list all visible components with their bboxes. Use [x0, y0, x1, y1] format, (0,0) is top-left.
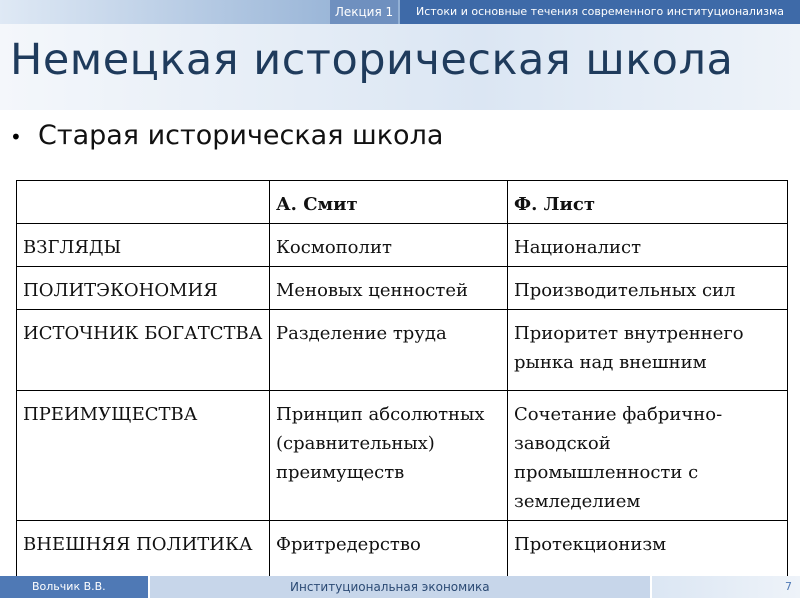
- table-header-row: [17, 181, 788, 224]
- row-label: ИСТОЧНИК БОГАТСТВА: [17, 310, 270, 391]
- footer-author: Вольчик В.В.: [0, 576, 148, 598]
- table-cell: Разделение труда: [270, 310, 508, 391]
- table-row: [17, 224, 788, 267]
- table-header-cell: Ф. Лист: [508, 181, 788, 224]
- table-row: [17, 310, 788, 391]
- table-row: [17, 391, 788, 521]
- table-cell: Сочетание фабрично-заводской промышленности с земледелием: [508, 391, 788, 521]
- table-cell: Фритредерство: [270, 521, 508, 583]
- table-cell: Космополит: [270, 224, 508, 267]
- table-cell: Националист: [508, 224, 788, 267]
- page-number: 7: [785, 580, 792, 593]
- table-cell: Протекционизм: [508, 521, 788, 583]
- row-label: ПРЕИМУЩЕСТВА: [17, 391, 270, 521]
- table-cell: Приоритет внутреннего рынка над внешним: [508, 310, 788, 391]
- table-cell: Принцип абсолютных (сравнительных) преимуществ: [270, 391, 508, 521]
- table-row: [17, 521, 788, 583]
- top-header-bar: [0, 0, 800, 24]
- slide-subtitle: Старая историческая школа: [38, 120, 444, 151]
- row-label: ПОЛИТЭКОНОМИЯ: [17, 267, 270, 310]
- comparison-table: [16, 180, 788, 583]
- footer-bar: [0, 576, 800, 600]
- table-cell: Производительных сил: [508, 267, 788, 310]
- table-header-cell: А. Смит: [270, 181, 508, 224]
- footer-course: Институциональная экономика: [150, 576, 650, 598]
- lecture-topic: Истоки и основные течения современного институционализма: [400, 0, 800, 24]
- table-header-cell: [17, 181, 270, 224]
- row-label: ВНЕШНЯЯ ПОЛИТИКА: [17, 521, 270, 583]
- table-cell: Меновых ценностей: [270, 267, 508, 310]
- footer-filler: [652, 576, 800, 598]
- lecture-label: Лекция 1: [330, 0, 398, 24]
- row-label: ВЗГЛЯДЫ: [17, 224, 270, 267]
- table-row: [17, 267, 788, 310]
- slide-title: Немецкая историческая школа: [10, 35, 734, 85]
- bullet-icon: •: [10, 125, 22, 149]
